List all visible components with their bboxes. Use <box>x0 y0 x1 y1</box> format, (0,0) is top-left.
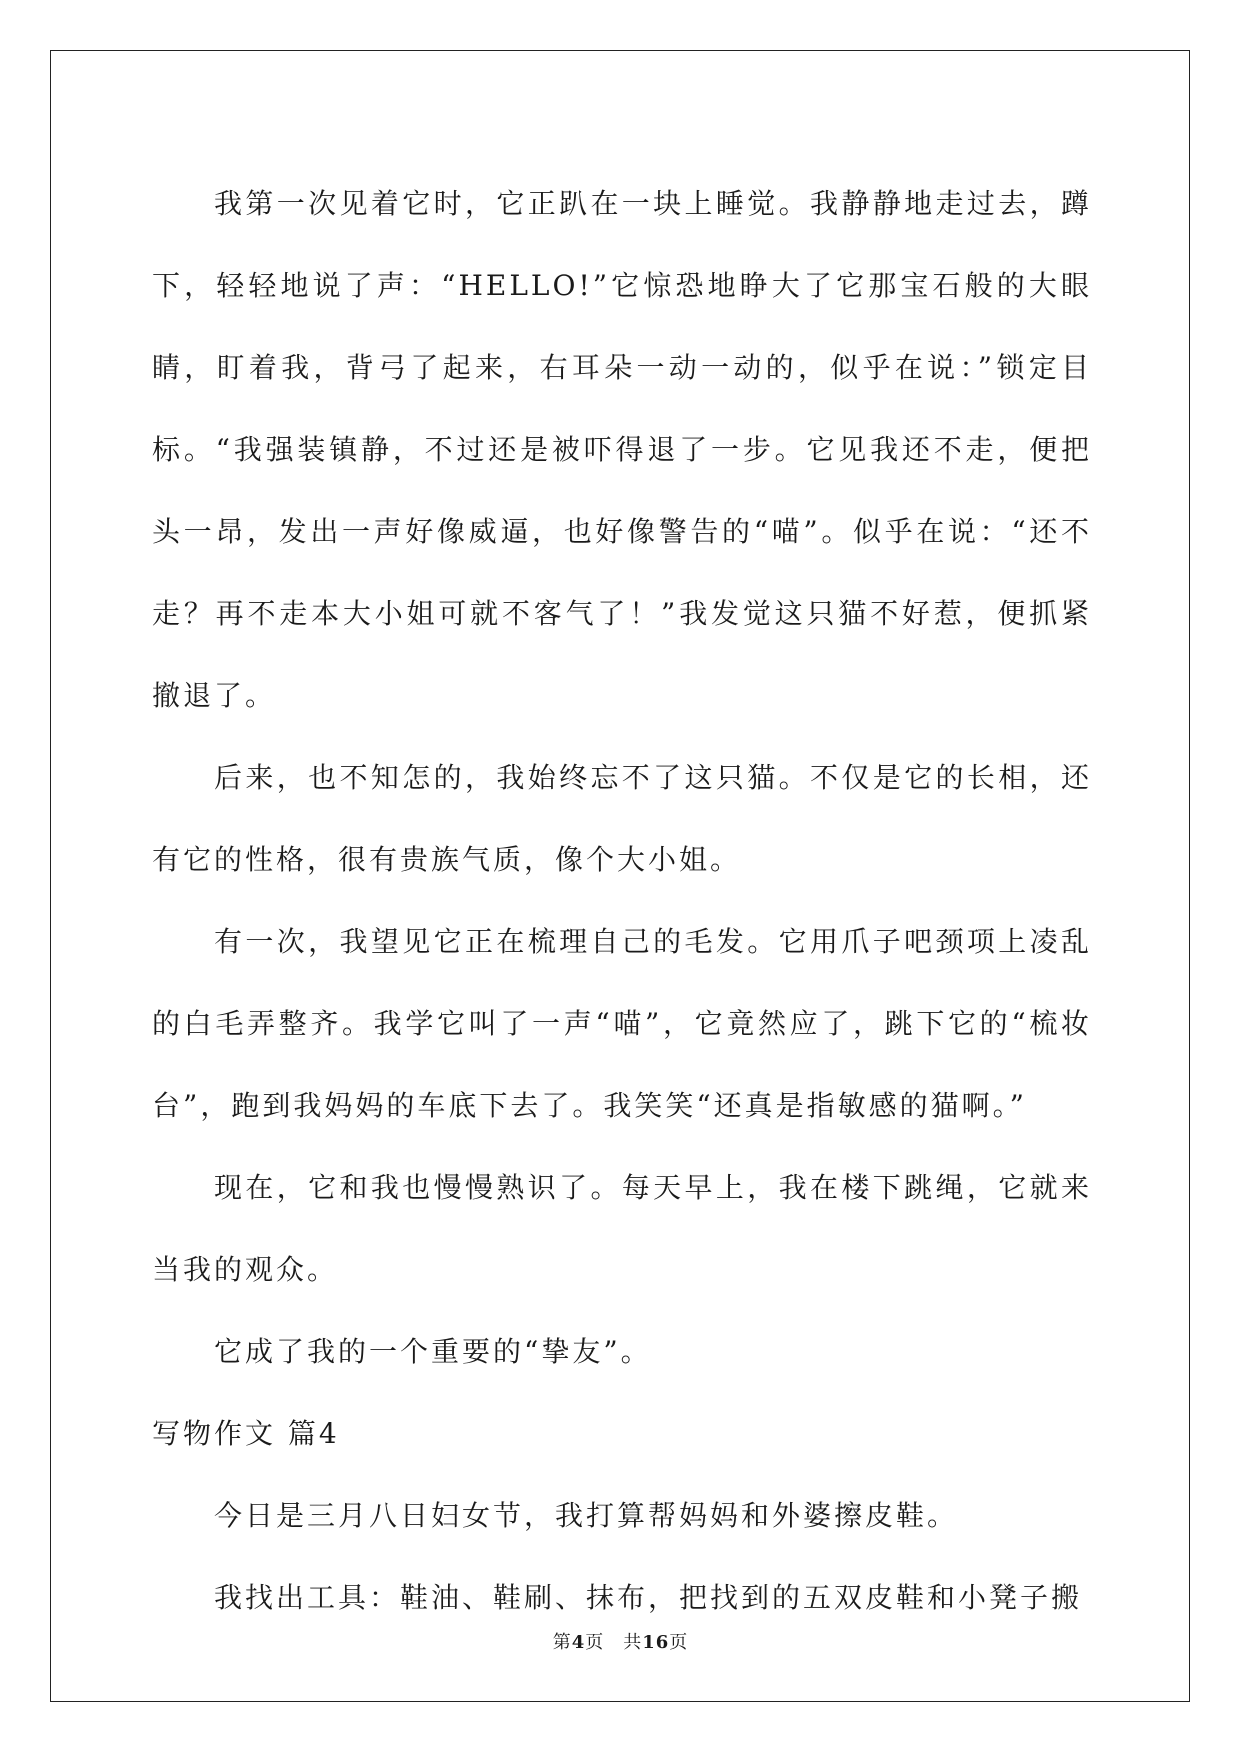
paragraph: 有一次，我望见它正在梳理自己的毛发。它用爪子吧颈项上凌乱的白毛弄整齐。我学它叫了一声“喵”，它竟然应了，跳下它的“梳妆台”，跑到我妈妈的车底下去了。我笑笑“还真是指敏感的猫啊。” <box>152 925 1092 1122</box>
paragraph: 我找出工具：鞋油、鞋刷、抹布，把找到的五双皮鞋和小凳子搬 <box>214 1581 1083 1614</box>
section-heading: 写物作文 篇4 <box>152 1417 340 1450</box>
paragraph: 今日是三月八日妇女节，我打算帮妈妈和外婆擦皮鞋。 <box>214 1499 959 1532</box>
footer-mid: 页 共 <box>585 1632 643 1653</box>
footer-suffix: 页 <box>669 1632 689 1653</box>
footer-prefix: 第 <box>552 1632 572 1653</box>
document-body <box>152 163 1092 1639</box>
footer-total-pages: 16 <box>642 1632 670 1653</box>
paragraph: 后来，也不知怎的，我始终忘不了这只猫。不仅是它的长相，还有它的性格，很有贵族气质，像个大小姐。 <box>152 761 1092 876</box>
paragraph: 现在，它和我也慢慢熟识了。每天早上，我在楼下跳绳，它就来当我的观众。 <box>152 1171 1092 1286</box>
footer-page-number: 4 <box>571 1632 586 1653</box>
paragraph: 我第一次见着它时，它正趴在一块上睡觉。我静静地走过去，蹲下，轻轻地说了声：“HELLO!”它惊恐地睁大了它那宝石般的大眼睛，盯着我，背弓了起来，右耳朵一动一动的，似乎在说：”锁定目标。“我强装镇静，不过还是被吓得退了一步。它见我还不走，便把头一昂，发出一声好像威逼，也好像警告的“喵”。似乎在说：“还不走？再不走本大小姐可就不客气了！”我发觉这只猫不好惹，便抓紧撤退了。 <box>152 187 1092 712</box>
paragraph: 它成了我的一个重要的“挚友”。 <box>214 1335 652 1368</box>
page-footer <box>0 1628 1241 1654</box>
